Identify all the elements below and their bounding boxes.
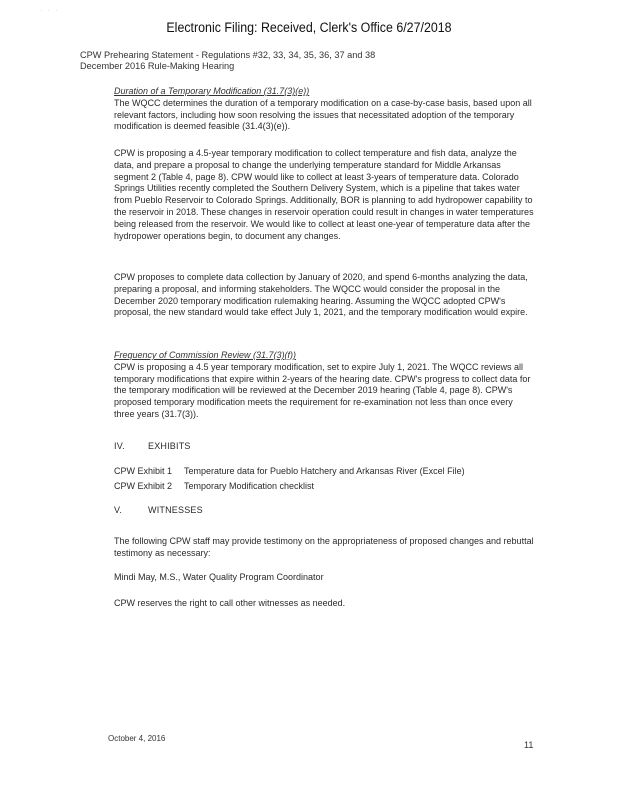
section-iv-heading [114,441,191,451]
page-number: 11 [524,740,534,750]
exhibit-1 [114,466,465,476]
section-iv-number: IV. [114,441,125,451]
duration-paragraph-3: CPW proposes to complete data collection by January of 2020, and spend 6-months analyzing the data, preparing a proposal, and informing stakeholders. The WQCC would consider the proposal in the December 2020 temporary modification rulemaking hearing. Assuming the WQCC adopted CPW's proposal, the new standard would take effect July 1, 2021, and the temporary modification would expire. [114,272,528,318]
witness-name: Mindi May, M.S., Water Quality Program Coordinator [114,572,324,582]
section-iv-title: EXHIBITS [148,441,191,451]
section-v-heading [114,505,203,515]
exhibit-2-desc: Temporary Modification checklist [184,481,315,491]
duration-section [114,86,534,133]
section-v-title: WITNESSES [148,505,203,515]
footer-date: October 4, 2016 [108,734,166,743]
duration-paragraph-1: The WQCC determines the duration of a temporary modification on a case-by-case basis, based upon all relevant factors, including how soon resolving the issues that necessitated adoption of the temporary modification is deemed feasible (31.4(3)(e)). [114,97,532,132]
header-line-2: December 2016 Rule-Making Hearing [80,61,235,71]
exhibit-1-desc: Temperature data for Pueblo Hatchery and Arkansas River (Excel File) [184,466,465,476]
document-header [80,50,375,72]
exhibit-1-label: CPW Exhibit 1 [114,466,173,476]
exhibit-2 [114,481,314,491]
witnesses-reserve: CPW reserves the right to call other witnesses as needed. [114,598,346,608]
frequency-section [114,350,534,421]
section-v-number: V. [114,505,123,515]
frequency-heading: Frequency of Commission Review (31.7(3)(f)) [114,350,297,360]
duration-paragraph-2: CPW is proposing a 4.5-year temporary modification to collect temperature and fish data, analyze the data, and prepare a proposal to change the underlying temperature standard for Middle Arkansas segment 2 (Table 4, page 8). CPW would like to collect at least 3-years of temperature data. Colorado Springs Utilities recently completed the Southern Delivery System, which is a pipeline that takes water from Pueblo Reservoir to Colorado Springs. Additionally, BOR is planning to add hydropower capability to the reservoir in 2018. These changes in reservoir operation could result in changes in water temperatures being released from the reservoir. We would like to collect at least one-year of temperature data after the hydropower operations begin, to document any changes. [114,148,534,241]
witnesses-intro: The following CPW staff may provide testimony on the appropriateness of proposed changes and rebuttal testimony as necessary: [114,536,534,558]
frequency-paragraph: CPW is proposing a 4.5 year temporary modification, set to expire July 1, 2021. The WQCC reviews all temporary modifications that expire within 2-years of the hearing date. CPW's progress to collect data for the temporary modification will be reviewed at the December 2019 hearing (Table 4, page 8). CPW's proposed temporary modification meets the requirement for re-examination not less than once every three years (31.7(3)). [114,361,531,419]
filing-stamp: Electronic Filing: Received, Clerk's Office 6/27/2018 [166,20,452,35]
scan-artifact: · · · [40,8,60,14]
exhibit-2-label: CPW Exhibit 2 [114,481,173,491]
duration-heading: Duration of a Temporary Modification (31.7(3)(e)) [114,86,310,96]
header-line-1: CPW Prehearing Statement - Regulations #32, 33, 34, 35, 36, 37 and 38 [80,50,376,60]
